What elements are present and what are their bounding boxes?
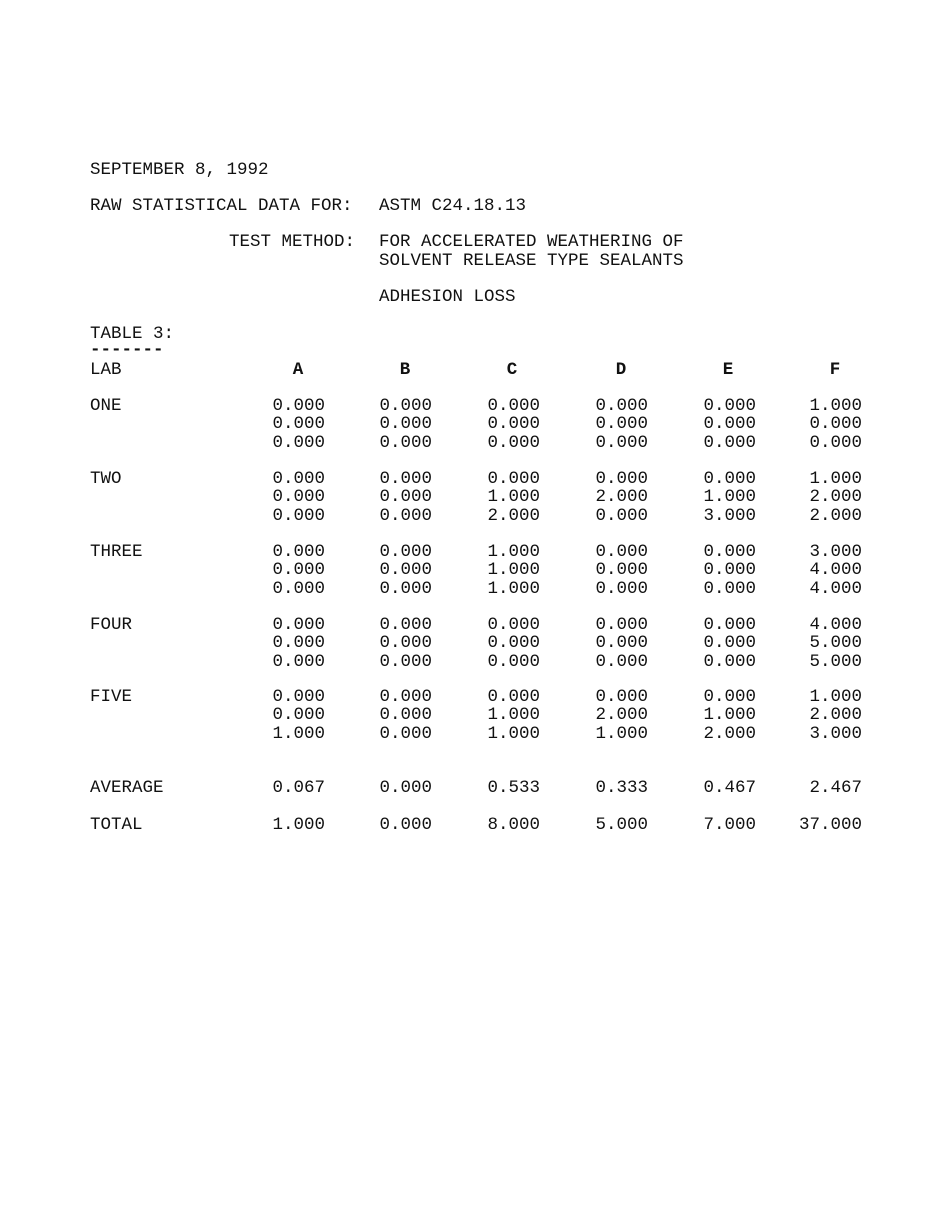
table-cell: 0.000 [379, 487, 432, 508]
table-cell: 0.000 [487, 396, 540, 416]
average-cell: 0.067 [272, 778, 325, 798]
table-cell: 0.000 [595, 396, 648, 416]
table-cell: 5.000 [809, 633, 862, 654]
table-cell: 0.000 [379, 414, 432, 435]
table-cell: 1.000 [487, 560, 540, 581]
lab-label: TWO [90, 469, 122, 489]
table-cell: 0.000 [703, 615, 756, 635]
lab-column-header: LAB [90, 360, 122, 380]
table-cell: 3.000 [809, 723, 862, 744]
table-cell: 0.000 [595, 615, 648, 635]
table-cell: 0.000 [487, 469, 540, 489]
table-cell: 0.000 [272, 414, 325, 435]
average-cell: 0.333 [595, 778, 648, 798]
table-cell: 0.000 [272, 560, 325, 581]
table-cell: 0.000 [379, 687, 432, 707]
table-cell: 0.000 [272, 396, 325, 416]
table-cell: 0.000 [272, 651, 325, 672]
table-cell: 1.000 [703, 705, 756, 726]
table-cell: 0.000 [703, 651, 756, 672]
table-cell: 0.000 [703, 542, 756, 562]
table-cell: 0.000 [272, 505, 325, 526]
table-cell: 0.000 [487, 651, 540, 672]
table-cell: 0.000 [487, 615, 540, 635]
table-cell: 1.000 [809, 687, 862, 707]
column-header-d: D [615, 360, 627, 380]
average-cell: 0.533 [487, 778, 540, 798]
test-method-label: TEST METHOD: [229, 232, 356, 252]
average-cell: 2.467 [809, 778, 862, 798]
table-cell: 1.000 [595, 723, 648, 744]
table-cell: 1.000 [809, 396, 862, 416]
table-cell: 0.000 [487, 414, 540, 435]
total-label: TOTAL [90, 815, 143, 835]
column-header-f: F [829, 360, 841, 380]
table-cell: 0.000 [595, 633, 648, 654]
table-cell: 1.000 [487, 705, 540, 726]
table-cell: 0.000 [272, 633, 325, 654]
column-header-a: A [292, 360, 304, 380]
raw-data-label: RAW STATISTICAL DATA FOR: [90, 196, 353, 216]
total-cell: 5.000 [595, 815, 648, 835]
table-cell: 1.000 [703, 487, 756, 508]
table-cell: 0.000 [703, 633, 756, 654]
table-cell: 2.000 [809, 487, 862, 508]
table-cell: 4.000 [809, 560, 862, 581]
table-cell: 0.000 [272, 487, 325, 508]
table-cell: 1.000 [272, 723, 325, 744]
table-cell: 0.000 [379, 705, 432, 726]
test-method-line-1: FOR ACCELERATED WEATHERING OF [379, 232, 684, 252]
table-cell: 0.000 [272, 705, 325, 726]
table-cell: 0.000 [379, 505, 432, 526]
table-title: TABLE 3: [90, 324, 175, 344]
table-cell: 0.000 [595, 651, 648, 672]
raw-data-value: ASTM C24.18.13 [379, 196, 527, 216]
total-cell: 7.000 [703, 815, 756, 835]
table-cell: 0.000 [703, 578, 756, 599]
average-cell: 0.467 [703, 778, 756, 798]
table-cell: 2.000 [809, 705, 862, 726]
average-label: AVERAGE [90, 778, 164, 798]
table-cell: 0.000 [703, 469, 756, 489]
table-cell: 0.000 [487, 687, 540, 707]
table-cell: 0.000 [379, 578, 432, 599]
document-date: SEPTEMBER 8, 1992 [90, 160, 269, 180]
table-cell: 3.000 [703, 505, 756, 526]
table-cell: 5.000 [809, 651, 862, 672]
table-cell: 0.000 [272, 615, 325, 635]
column-header-c: C [506, 360, 518, 380]
table-cell: 1.000 [487, 578, 540, 599]
table-cell: 0.000 [595, 432, 648, 453]
lab-label: FOUR [90, 615, 133, 635]
table-cell: 0.000 [487, 432, 540, 453]
table-cell: 1.000 [487, 542, 540, 562]
table-cell: 0.000 [595, 469, 648, 489]
table-cell: 0.000 [595, 505, 648, 526]
table-cell: 0.000 [272, 432, 325, 453]
table-cell: 1.000 [487, 723, 540, 744]
table-cell: 0.000 [379, 432, 432, 453]
total-cell: 8.000 [487, 815, 540, 835]
table-cell: 0.000 [272, 687, 325, 707]
table-title-underline: ------- [90, 340, 164, 360]
column-header-e: E [722, 360, 734, 380]
average-cell: 0.000 [379, 778, 432, 798]
total-cell: 0.000 [379, 815, 432, 835]
lab-label: ONE [90, 396, 122, 416]
table-cell: 2.000 [487, 505, 540, 526]
table-cell: 0.000 [379, 396, 432, 416]
table-cell: 0.000 [379, 615, 432, 635]
column-header-b: B [399, 360, 411, 380]
table-cell: 2.000 [809, 505, 862, 526]
table-cell: 4.000 [809, 578, 862, 599]
table-cell: 1.000 [487, 487, 540, 508]
table-cell: 0.000 [595, 687, 648, 707]
total-cell: 1.000 [272, 815, 325, 835]
table-cell: 0.000 [379, 469, 432, 489]
table-cell: 0.000 [595, 560, 648, 581]
table-cell: 0.000 [272, 542, 325, 562]
table-cell: 2.000 [703, 723, 756, 744]
table-cell: 0.000 [703, 396, 756, 416]
table-cell: 0.000 [703, 432, 756, 453]
table-cell: 0.000 [379, 633, 432, 654]
table-cell: 0.000 [809, 432, 862, 453]
table-cell: 1.000 [809, 469, 862, 489]
table-cell: 0.000 [703, 687, 756, 707]
property-title: ADHESION LOSS [379, 287, 516, 307]
table-cell: 2.000 [595, 705, 648, 726]
table-cell: 0.000 [379, 560, 432, 581]
table-cell: 0.000 [595, 542, 648, 562]
test-method-line-2: SOLVENT RELEASE TYPE SEALANTS [379, 251, 684, 271]
total-cell: 37.000 [798, 815, 862, 835]
table-cell: 0.000 [379, 542, 432, 562]
table-cell: 0.000 [595, 414, 648, 435]
table-cell: 0.000 [272, 469, 325, 489]
table-cell: 0.000 [379, 723, 432, 744]
table-cell: 3.000 [809, 542, 862, 562]
lab-label: THREE [90, 542, 143, 562]
table-cell: 4.000 [809, 615, 862, 635]
table-cell: 0.000 [809, 414, 862, 435]
table-cell: 0.000 [379, 651, 432, 672]
table-cell: 0.000 [703, 414, 756, 435]
table-cell: 0.000 [703, 560, 756, 581]
table-cell: 0.000 [487, 633, 540, 654]
lab-label: FIVE [90, 687, 133, 707]
table-cell: 0.000 [272, 578, 325, 599]
table-cell: 0.000 [595, 578, 648, 599]
table-cell: 2.000 [595, 487, 648, 508]
